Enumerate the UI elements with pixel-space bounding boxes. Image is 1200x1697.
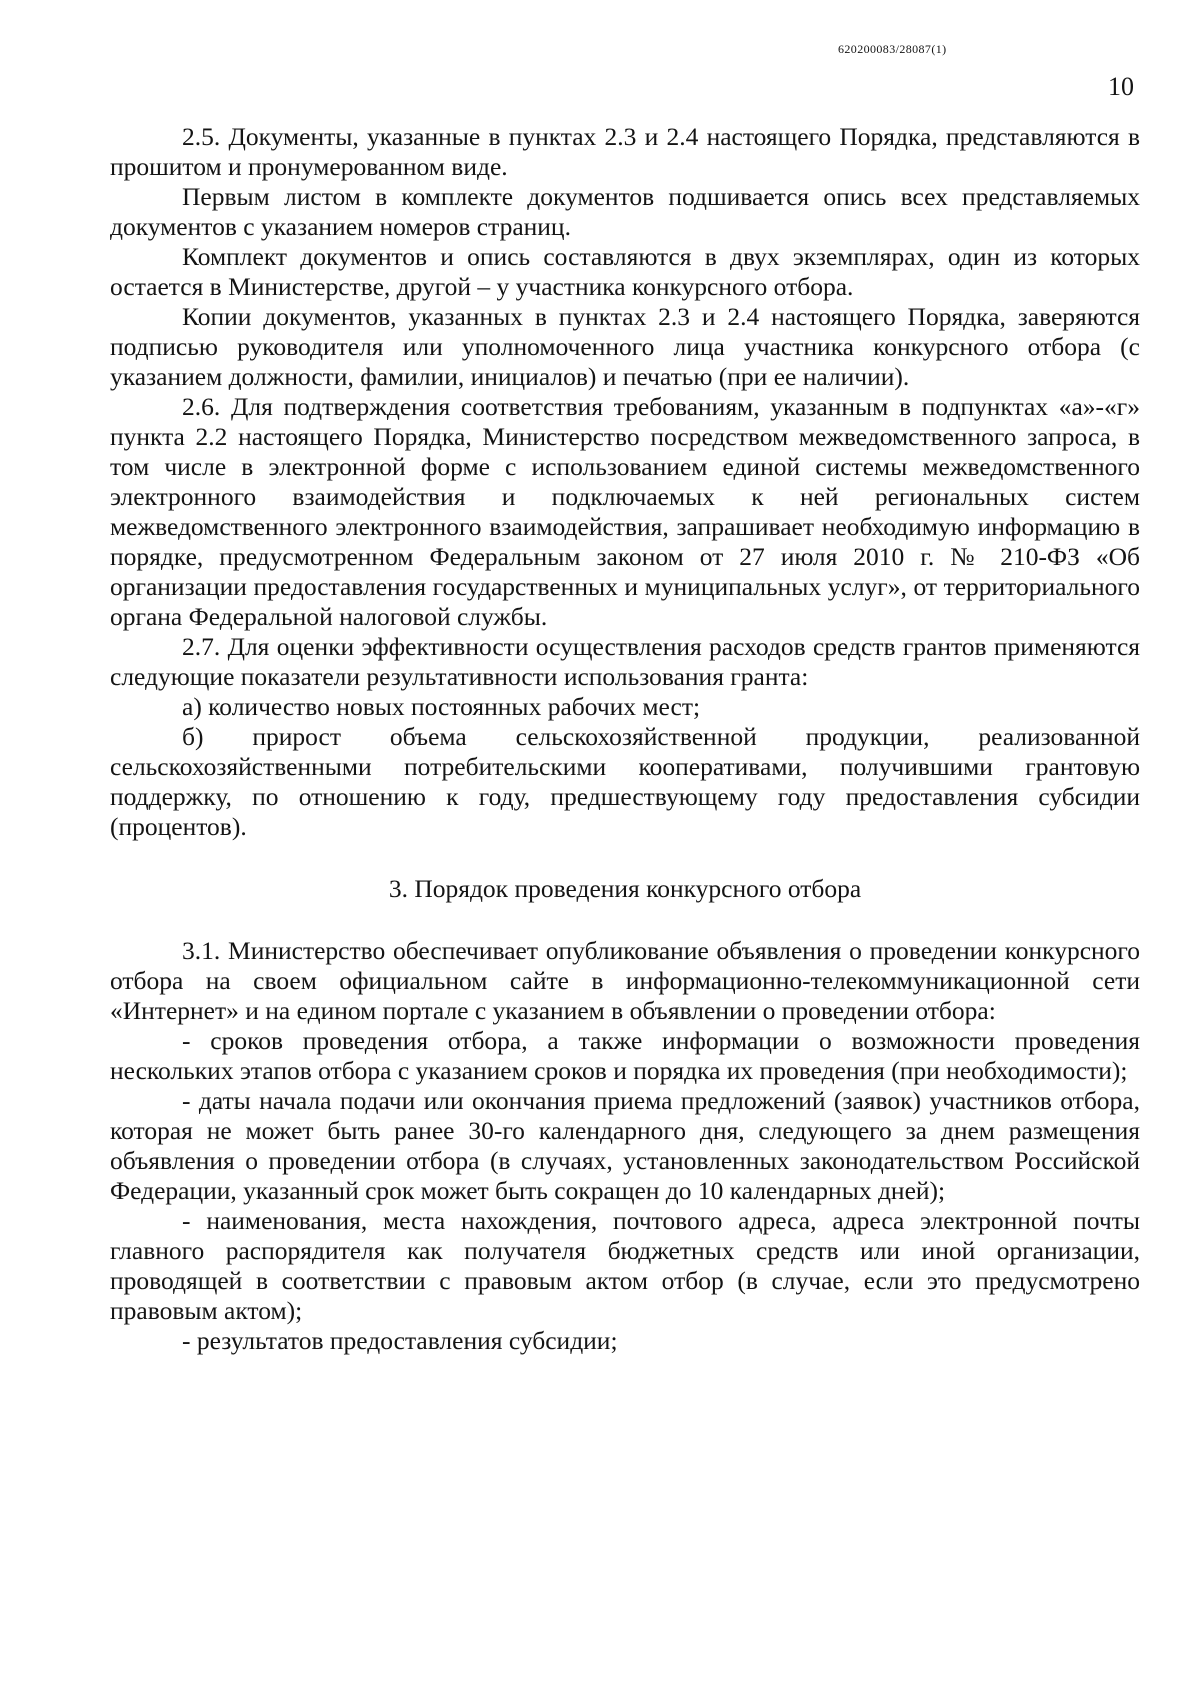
document-body [110, 122, 1140, 1356]
paragraph: Копии документов, указанных в пунктах 2.3 и 2.4 настоящего Порядка, заверяются подписью руководителя или уполномоченного лица участника конкурсного отбора (с указанием должности, фамилии, инициалов) и печатью (при ее наличии). [110, 302, 1140, 391]
paragraph: - наименования, места нахождения, почтового адреса, адреса электронной почты главного распорядителя как получателя бюджетных средств или иной организации, проводящей в соответствии с правовым актом отбор (в случае, если это предусмотрено правовым актом); [110, 1206, 1140, 1325]
paragraph: Первым листом в комплекте документов подшивается опись всех представляемых документов с указанием номеров страниц. [110, 182, 1140, 241]
paragraph: - результатов предоставления субсидии; [182, 1326, 618, 1355]
paragraph: б) прирост объема сельскохозяйственной продукции, реализованной сельскохозяйственными потребительскими кооперативами, получившими грантовую поддержку, по отношению к году, предшествующему году предоставления субсидии (процентов). [110, 722, 1140, 841]
paragraph: 2.5. Документы, указанные в пунктах 2.3 и 2.4 настоящего Порядка, представляются в прошитом и пронумерованном виде. [110, 122, 1140, 181]
page-number: 10 [1108, 72, 1134, 101]
paragraph: 2.6. Для подтверждения соответствия требованиям, указанным в подпунктах «а»-«г» пункта 2.2 настоящего Порядка, Министерство посредством межведомственного запроса, в том числе в электронной форме с использованием единой системы межведомственного электронного взаимодействия и подключаемых к ней региональных систем межведомственного электронного взаимодействия, запрашивает необходимую информацию в порядке, предусмотренном Федеральным законом от 27 июля 2010 г. № 210-ФЗ «Об организации предоставления государственных и муниципальных услуг», от территориального органа Федеральной налоговой службы. [110, 392, 1140, 631]
paragraph: 3.1. Министерство обеспечивает опубликование объявления о проведении конкурсного отбора на своем официальном сайте в информационно-телекоммуникационной сети «Интернет» и на едином портале с указанием в объявлении о проведении отбора: [110, 936, 1140, 1025]
paragraph: - сроков проведения отбора, а также информации о возможности проведения нескольких этапов отбора с указанием сроков и порядка их проведения (при необходимости); [110, 1026, 1140, 1085]
paragraph: - даты начала подачи или окончания приема предложений (заявок) участников отбора, которая не может быть ранее 30-го календарного дня, следующего за днем размещения объявления о проведении отбора (в случаях, установленных законодательством Российской Федерации, указанный срок может быть сокращен до 10 календарных дней); [110, 1086, 1140, 1205]
paragraph: 2.7. Для оценки эффективности осуществления расходов средств грантов применяются следующие показатели результативности использования гранта: [110, 632, 1140, 691]
paragraph: Комплект документов и опись составляются в двух экземплярах, один из которых остается в Министерстве, другой – у участника конкурсного отбора. [110, 242, 1140, 301]
document-id: 620200083/28087(1) [838, 42, 947, 56]
paragraph: а) количество новых постоянных рабочих мест; [182, 692, 701, 721]
section-heading: 3. Порядок проведения конкурсного отбора [388, 874, 862, 903]
